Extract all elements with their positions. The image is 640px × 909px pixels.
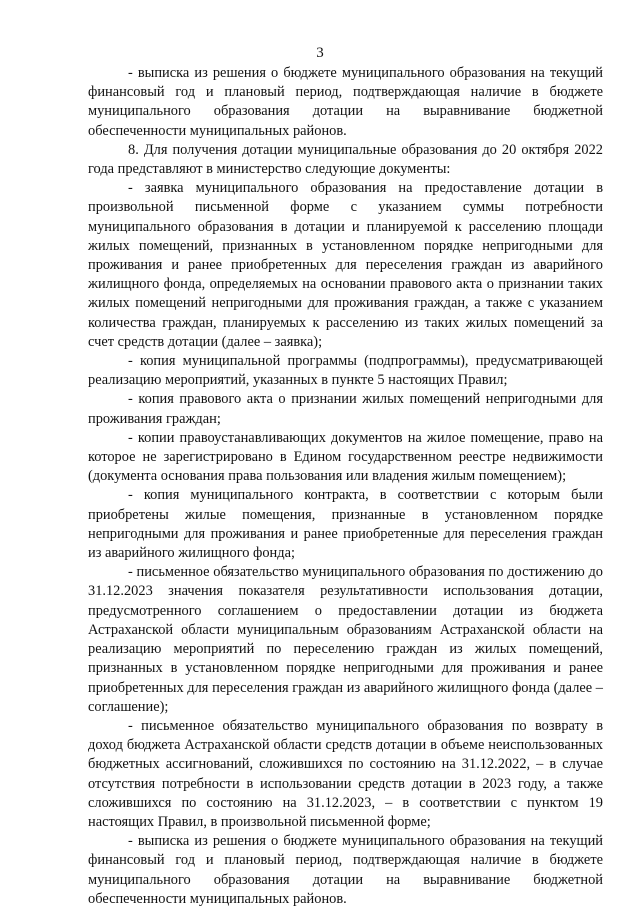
paragraph-refund-obligation: - письменное обязательство муниципального образования по возврату в доход бюджета Астраханской области средств дотации в объеме неиспользованных бюджетных ассигнований, сложившихся по состоянию на 31.12.2022, – в случае отсутствия потребности в использовании средств дотации в 2023 году, а также сложившихся по состоянию на 31.12.2023, – в соответствии с пунктом 19 настоящих Правил, в произвольной письменной форме; bbox=[88, 717, 603, 830]
paragraph-application: - заявка муниципального образования на предоставление дотации в произвольной письменной форме с указанием суммы потребности муниципального образования в дотации и планируемой к расселению площади жилых помещений, признанных в установленном порядке непригодными для проживания и ранее приобретенных для переселения граждан из аварийного жилищного фонда, определяемых на основании правового акта о признании таких жилых помещений непригодными для проживания граждан, а также с указанием количества граждан, планируемых к расселению из таких жилых помещений за счет средств дотации (далее – заявка); bbox=[88, 180, 603, 350]
paragraph-title-documents: - копии правоустанавливающих документов на жилое помещение, право на которое не зарегистрировано в Едином государственном реестре недвижимости (документа основания права пользования или владения жилым помещением); bbox=[88, 429, 603, 485]
page-number: 3 bbox=[316, 45, 324, 61]
paragraph-item-8: 8. Для получения дотации муниципальные образования до 20 октября 2022 года представляют в министерство следующие документы: bbox=[88, 141, 603, 178]
paragraph-budget-extract: - выписка из решения о бюджете муниципального образования на текущий финансовый год и плановый период, подтверждающая наличие в бюджете муниципального образования дотации на выравнивание бюджетной обеспеченности муниципальных районов. bbox=[88, 65, 603, 139]
paragraph-contract-copy: - копия муниципального контракта, в соответствии с которым были приобретены жилые помещения, признанные в установленном порядке непригодными для проживания и ранее приобретенные для переселения граждан из аварийного жилищного фонда; bbox=[88, 487, 603, 562]
paragraph-performance-obligation: - письменное обязательство муниципального образования по достижению до 31.12.2023 значения показателя результативности использования дотации, предусмотренного соглашением о предоставлении дотации из бюджета Астраханской области муниципальным образованиям Астраханской области на реализацию мероприятий по переселению граждан из жилых помещений, признанных в установленном порядке непригодными для проживания и ранее приобретенных для переселения граждан из аварийного жилищного фонда (далее – соглашение); bbox=[88, 564, 603, 715]
document-body bbox=[88, 64, 603, 909]
paragraph-program-copy: - копия муниципальной программы (подпрограммы), предусматривающей реализацию мероприятий, указанных в пункте 5 настоящих Правил; bbox=[88, 353, 603, 389]
paragraph-budget-extract-final: - выписка из решения о бюджете муниципального образования на текущий финансовый год и плановый период, подтверждающая наличие в бюджете муниципального образования дотации на выравнивание бюджетной обеспеченности муниципальных районов. bbox=[88, 833, 603, 907]
paragraph-legal-act-copy: - копия правового акта о признании жилых помещений непригодными для проживания граждан; bbox=[88, 391, 603, 427]
